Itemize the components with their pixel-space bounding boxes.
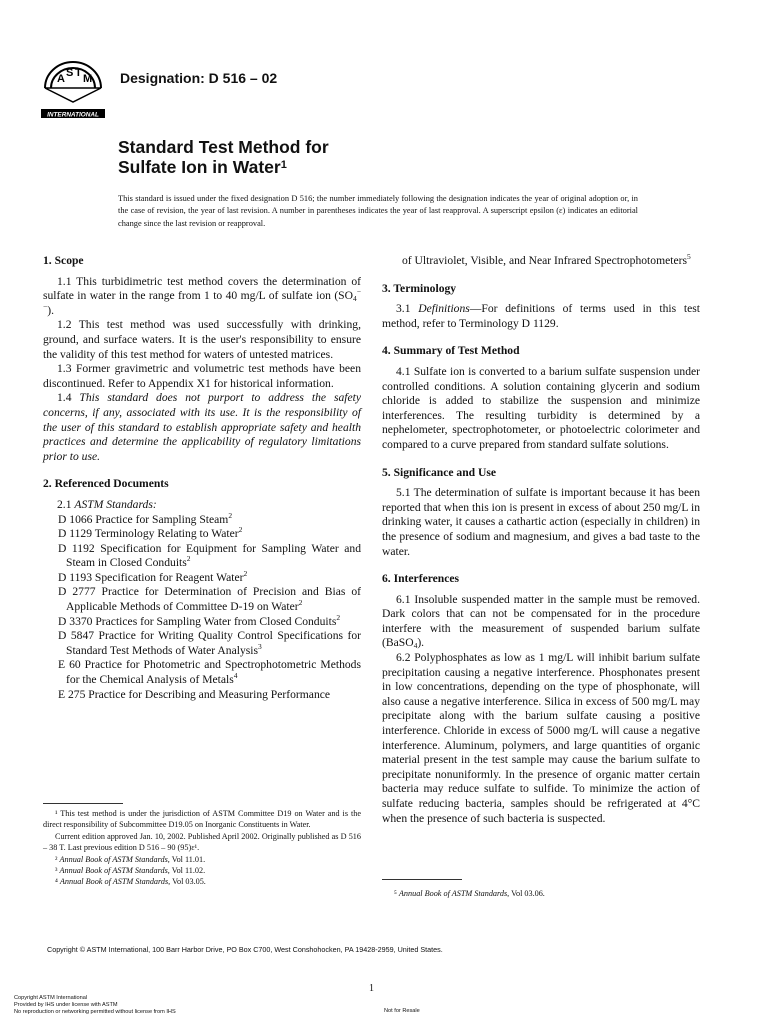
logo-letter-a: A — [57, 73, 65, 85]
license-notice — [14, 995, 176, 1016]
reference-e275-continued: of Ultraviolet, Visible, and Near Infrared Spectrophotometers$^5$ — [402, 252, 691, 267]
issuance-note: This standard is issued under the fixed designation D 516; the number immediately following the designation indicates the year of original adoption or, in the case of revision, the year of last revision. A number in parentheses indicates the year of last reapproval. A superscript epsilon (ε) indicates an editorial change since the last revision or reapproval. — [118, 194, 638, 228]
section-heading-terminology: 3. Terminology — [382, 281, 457, 295]
paragraph-1-2: 1.2 This test method was used successfully with drinking, ground, and surface waters. It is the user's responsibility to ensure the validity of this test method for waters of untested matrices. — [43, 318, 361, 361]
paragraph-3-1: 3.1 Definitions—For definitions of terms used in this test method, refer to Terminology D 1129. — [382, 302, 700, 330]
section-heading-referenced-documents: 2. Referenced Documents — [43, 477, 169, 491]
license-line-1: Copyright ASTM International — [14, 995, 88, 1001]
paragraph-5-1: 5.1 The determination of sulfate is important because it has been reported that when this ion is present in excess of about 250 mg/L in drinking water, it causes a cathartic action (especially in children) in the presence of sodium and magnesium, and gives a bad taste to the water. — [382, 486, 700, 558]
section-heading-significance: 5. Significance and Use — [382, 465, 497, 479]
footnotes-left — [43, 808, 361, 888]
page-number: 1 — [369, 983, 374, 994]
footnote-5: ⁵ Annual Book of ASTM Standards, Vol 03.06. — [394, 889, 545, 898]
logo-letter-s: S — [66, 67, 74, 79]
paragraph-2-1: 2.1 ASTM Standards: — [57, 497, 157, 511]
reference-d5847: D 5847 Practice for Writing Quality Control Specifications for Standard Test Methods of Water Analysis$^3$ — [58, 629, 361, 657]
title-line-1: Standard Test Method for — [118, 137, 329, 157]
reference-d1192: D 1192 Specification for Equipment for Sampling Water and Steam in Closed Conduits$^2$ — [58, 541, 361, 570]
copyright-line: Copyright © ASTM International, 100 Barr Harbor Drive, PO Box C700, West Conshohocken, PA 19428-2959, United States. — [47, 945, 443, 954]
logo-caption: INTERNATIONAL — [47, 111, 99, 119]
license-line-2: Provided by IHS under license with ASTM — [14, 1002, 118, 1008]
license-line-3: No reproduction or networking permitted without license from IHS — [14, 1009, 176, 1015]
reference-d1066: D 1066 Practice for Sampling Steam$^2$ — [58, 510, 233, 526]
reference-d3370: D 3370 Practices for Sampling Water from Closed Conduits$^2$ — [58, 612, 341, 628]
left-column — [43, 254, 361, 702]
footnote-rule-right — [382, 879, 462, 880]
section-heading-summary: 4. Summary of Test Method — [382, 344, 520, 358]
footnote-1-edition: Current edition approved Jan. 10, 2002. Published April 2002. Originally published as D 516 – 38 T. Last previous edition D 516 – 90 (95)ε¹. — [43, 831, 361, 853]
footnote-2: ² Annual Book of ASTM Standards, Vol 11.01. — [55, 854, 206, 864]
reference-d2777: D 2777 Practice for Determination of Precision and Bias of Applicable Methods of Committee D-19 on Water$^2$ — [58, 585, 361, 614]
title-line-2: Sulfate Ion in Water$^1$ — [118, 157, 287, 177]
reference-d1193: D 1193 Specification for Reagent Water$^2$ — [58, 568, 248, 584]
reference-d1129: D 1129 Terminology Relating to Water$^2$ — [58, 525, 243, 541]
reference-e60: E 60 Practice for Photometric and Spectrophotometric Methods for the Chemical Analysis of Metals$^4$ — [58, 658, 361, 687]
footnote-1: ¹ This test method is under the jurisdiction of ASTM Committee D19 on Water and is the direct responsibility of Subcommittee D19.05 on Inorganic Constituents in Water. — [43, 809, 361, 830]
astm-logo — [33, 58, 113, 122]
right-column — [382, 254, 700, 826]
designation: Designation: D 516 – 02 — [120, 70, 278, 86]
logo-letter-t: T — [75, 67, 82, 79]
paragraph-1-3: 1.3 Former gravimetric and volumetric test methods have been discontinued. Refer to Appendix X1 for historical information. — [43, 362, 361, 390]
paragraph-4-1: 4.1 Sulfate ion is converted to a barium sulfate suspension under controlled conditions. A solution containing glycerin and sodium chloride is added to stabilize the suspension and minimize interferences. The resulting turbidity is determined by a nephelometer, spectrophotometer, or photoelectric colorimeter and compared to a curve prepared from standard sulfate solutions. — [382, 364, 700, 451]
footnotes-right — [382, 888, 700, 899]
title-footnote-ref[interactable]: 1 — [280, 159, 287, 171]
footnote-rule-left — [43, 803, 123, 804]
footnote-4: ⁴ Annual Book of ASTM Standards, Vol 03.05. — [55, 877, 206, 887]
document-title — [118, 137, 329, 177]
section-heading-interferences: 6. Interferences — [382, 572, 460, 586]
reference-e275: E 275 Practice for Describing and Measuring Performance — [58, 687, 331, 701]
footnote-3: ³ Annual Book of ASTM Standards, Vol 11.02. — [55, 866, 206, 876]
paragraph-1-1: 1.1 This turbidimetric test method covers the determination of sulfate in water in the range from 1 to 40 mg/L of sulfate ion $(SO_4^{--})$. — [43, 274, 361, 317]
paragraph-6-1: 6.1 Insoluble suspended matter in the sample must be removed. Dark colors that can not be compensated for in the procedure interfere with the measurement of suspended barium sulfate (BaSO$_4$). — [382, 592, 700, 651]
paragraph-1-4: 1.4 This standard does not purport to address the safety concerns, if any, associated with its use. It is the responsibility of the user of this standard to establish appropriate safety and health practices and determine the applicability of regulatory limitations prior to use. — [43, 391, 361, 463]
paragraph-6-2: 6.2 Polyphosphates as low as 1 mg/L will inhibit barium sulfate precipitation causing a negative interference. Phosphonates present in low concentrations, depending on the type of phosphonate, will also cause a negative interference. Silica in excess of 500 mg/L may precipitate along with the barium sulfate causing a positive interference. Chloride in excess of 5000 mg/L will cause a negative interference. Aluminum, polymers, and large quantities of organic material present in the test sample may cause the barium sulfate to precipitate nonuniformly. In the presence of organic matter certain bacteria may reduce sulfate to sulfide. To minimize the action of sulfate reducing bacteria, samples should be refrigerated at 4°C when the presence of such bacteria is suspected. — [382, 651, 700, 825]
section-heading-scope: 1. Scope — [43, 254, 84, 267]
logo-letter-m: M — [83, 73, 93, 85]
not-for-resale: Not for Resale — [384, 1008, 420, 1014]
